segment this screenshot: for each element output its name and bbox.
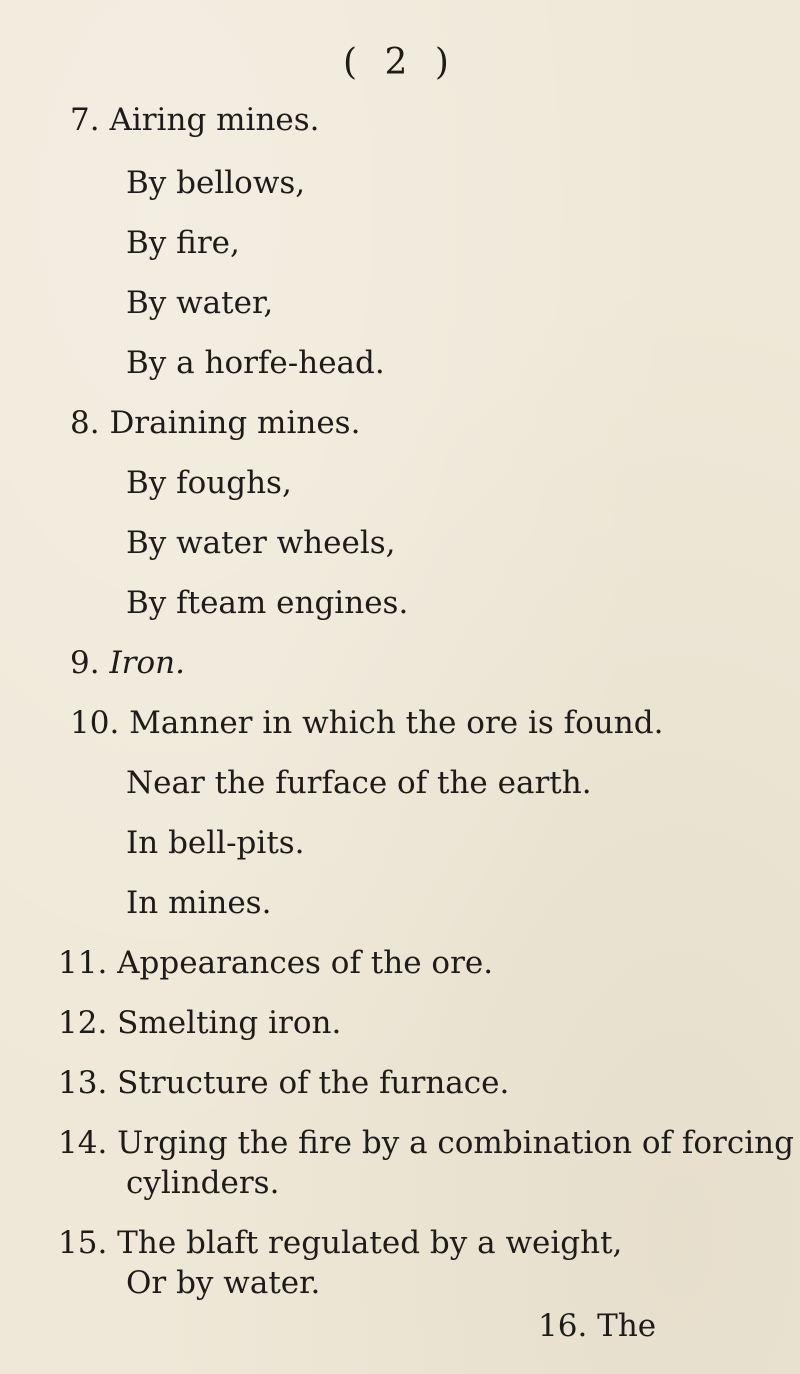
entry-number: 14. — [58, 1125, 108, 1161]
entry-text: Structure of the furnace. — [117, 1065, 510, 1101]
sub-entry: By bellows, — [126, 165, 306, 201]
entry-12 — [58, 1003, 341, 1043]
entry-number: 11. — [58, 945, 108, 981]
entry-number: 12. — [58, 1005, 108, 1041]
entry-10 — [70, 703, 663, 743]
sub-entry: Near the furface of the earth. — [126, 765, 592, 801]
sub-entry: By a horfe-head. — [126, 345, 385, 381]
entry-8 — [70, 403, 360, 443]
entry-text: Draining mines. — [109, 405, 361, 441]
entry-text: Smelting iron. — [117, 1005, 342, 1041]
sub-entry: In mines. — [126, 885, 272, 921]
sub-entry: By fire, — [126, 225, 240, 261]
entry-text: Iron. — [109, 645, 185, 681]
sub-entry: In bell-pits. — [126, 825, 305, 861]
sub-entry: By water wheels, — [126, 525, 396, 561]
entry-text: Appearances of the ore. — [117, 945, 494, 981]
entry-text: Manner in which the ore is found. — [129, 705, 664, 741]
sub-entry: By fteam engines. — [126, 585, 409, 621]
entry-14 — [58, 1123, 794, 1163]
entry-11 — [58, 943, 493, 983]
entry-text: Airing mines. — [109, 102, 320, 138]
page-number: ( 2 ) — [343, 42, 457, 83]
sub-entry: Or by water. — [126, 1265, 321, 1301]
entry-number: 13. — [58, 1065, 108, 1101]
entry-number: 8. — [70, 405, 100, 441]
sub-entry: cylinders. — [126, 1165, 280, 1201]
entry-number: 10. — [70, 705, 120, 741]
entry-13 — [58, 1063, 509, 1103]
sub-entry: By water, — [126, 285, 274, 321]
entry-9 — [70, 643, 185, 683]
entry-text: Urging the fire by a combination of forcing — [117, 1125, 794, 1161]
entry-15 — [58, 1223, 622, 1263]
entry-number: 15. — [58, 1225, 108, 1261]
catchword: 16. The — [538, 1308, 657, 1344]
entry-number: 9. — [70, 645, 100, 681]
entry-text: The blaft regulated by a weight, — [117, 1225, 623, 1261]
sub-entry: By foughs, — [126, 465, 292, 501]
entry-7 — [70, 100, 320, 140]
entry-number: 7. — [70, 102, 100, 138]
